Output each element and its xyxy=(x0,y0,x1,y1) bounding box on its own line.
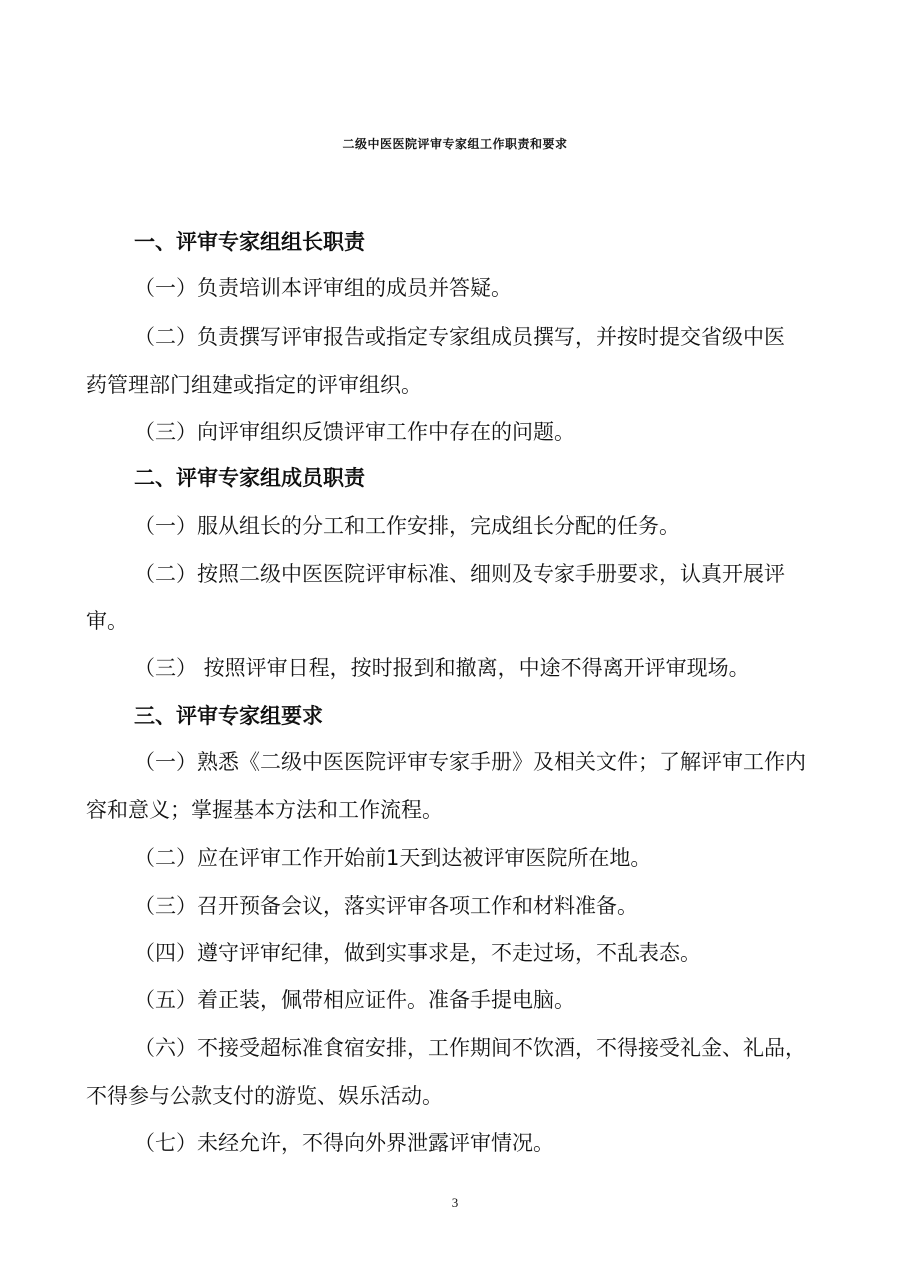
section-heading-1: 一、评审专家组组长职责 xyxy=(134,230,365,254)
paragraph-line: （一）负责培训本评审组的成员并答疑。 xyxy=(134,276,512,300)
paragraph-line: （一）熟悉《二级中医医院评审专家手册》及相关文件；了解评审工作内 xyxy=(134,750,806,774)
paragraph-line: （二）应在评审工作开始前1天到达被评审医院所在地。 xyxy=(134,846,652,870)
page-number: 3 xyxy=(451,1195,459,1210)
paragraph-line: （四）遵守评审纪律，做到实事求是，不走过场，不乱表态。 xyxy=(134,941,701,965)
paragraph-line-continuation: 不得参与公款支付的游览、娱乐活动。 xyxy=(86,1084,443,1108)
paragraph-line-continuation: 审。 xyxy=(86,609,128,633)
paragraph-line: （一）服从组长的分工和工作安排，完成组长分配的任务。 xyxy=(134,514,680,538)
paragraph-line: （二）负责撰写评审报告或指定专家组成员撰写，并按时提交省级中医 xyxy=(134,325,785,349)
paragraph-line: （五）着正装，佩带相应证件。准备手提电脑。 xyxy=(134,988,575,1012)
paragraph-line: （六）不接受超标准食宿安排，工作期间不饮酒，不得接受礼金、礼品， xyxy=(134,1036,806,1060)
paragraph-line-continuation: 容和意义；掌握基本方法和工作流程。 xyxy=(86,798,443,822)
paragraph-line: （二）按照二级中医医院评审标准、细则及专家手册要求，认真开展评 xyxy=(134,562,785,586)
paragraph-line: （三）召开预备会议，落实评审各项工作和材料准备。 xyxy=(134,894,638,918)
document-title: 二级中医医院评审专家组工作职责和要求 xyxy=(342,137,568,151)
section-heading-3: 三、评审专家组要求 xyxy=(134,704,323,728)
paragraph-line: （三） 按照评审日程，按时报到和撤离，中途不得离开评审现场。 xyxy=(134,656,750,680)
paragraph-line: （七）未经允许，不得向外界泄露评审情况。 xyxy=(134,1131,554,1155)
paragraph-line-continuation: 药管理部门组建或指定的评审组织。 xyxy=(86,373,422,397)
paragraph-line: （三）向评审组织反馈评审工作中存在的问题。 xyxy=(134,420,575,444)
section-heading-2: 二、评审专家组成员职责 xyxy=(134,466,365,490)
